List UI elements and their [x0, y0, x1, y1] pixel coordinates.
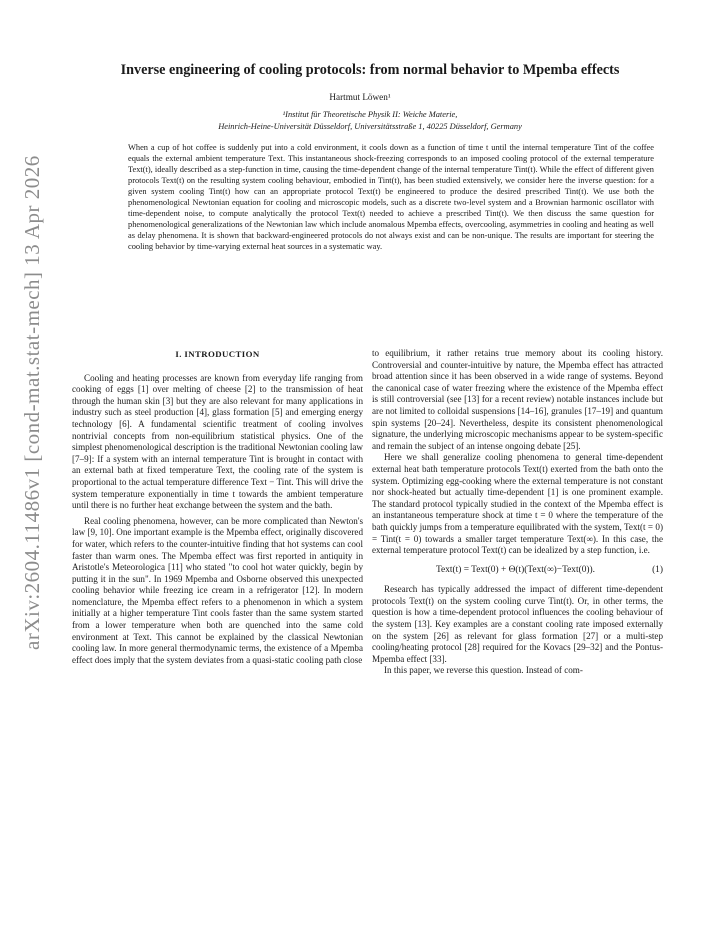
affiliation-line-1: ¹Institut für Theoretische Physik II: Weiche Materie, — [282, 110, 458, 119]
paragraph: Research has typically addressed the impact of different time-dependent protocols Text(t) on the system cooling curve Tint(t). Or, in other terms, the question is how a time-dependent protocol influences the cooling behaviour of the system [13]. Key examples are a constant cooling rate imposed externally on the system [26] as relevant for glass formation [27] or a multi-step cooling/heating protocol [28] required for the Kovacs [29–32] and the Pontus-Mpemba effect [33]. — [372, 584, 663, 664]
section-heading: I. INTRODUCTION — [175, 349, 260, 359]
paragraph: In this paper, we reverse this question. Instead of com- — [384, 665, 583, 676]
equation-number: (1) — [652, 564, 663, 575]
paragraph: Here we shall generalize cooling phenomena to general time-dependent external heat bath temperature protocols Text(t) exerted from the bath onto the system. Optimizing egg-cooking where the external temperature is not constant nor shock-heated but actually time-dependent [1] is one prominent example. The standard protocol typically studied in the context of the Mpemba effect is an instantaneous temperature shock at time t = 0 where the temperature of the bath quickly jumps from a temperature equilibrated with the system, Text(t = 0) = Tint(t = 0) towards a smaller target temperature Text(∞). In this case, the external temperature protocol Text(t) can be idealized by a step function, i.e. — [372, 452, 663, 556]
right-column — [372, 348, 663, 677]
equation-1 — [372, 565, 663, 577]
equation-body: Text(t) = Text(0) + Θ(t)(Text(∞)−Text(0)). — [435, 564, 595, 575]
affiliation — [60, 109, 680, 133]
left-column — [72, 348, 363, 666]
paragraph: to equilibrium, it rather retains true memory about its cooling history. Controversial and counter-intuitive by nature, the Mpemba effect has attracted broad attention since it has been observed in a wide range of systems. Beyond the canonical case of water freezing where the existence of the Mpemba effect is still controversial (see [13] for a recent review) notable instances include but are not limited to colloidal suspensions [14–16], granules [17–19] and quantum spin systems [20–24]. Nevertheless, despite its consistent phenomenological signature, the underlying microscopic mechanisms appear to be system-specific and remain the subject of an intense ongoing debate [25]. — [372, 348, 663, 451]
paper-title: Inverse engineering of cooling protocols: from normal behavior to Mpemba effects — [120, 62, 620, 78]
paragraph: Cooling and heating processes are known from everyday life ranging from cooking of eggs [1] over melting of cheese [2] to the transmission of heat through the human skin [3] but they are also relevant for many applications in industry such as steel production [4], glass formation [5] and emerging energy technology [6]. A fundamental scientific treatment of cooling involves nontrivial concepts from non-equilibrium statistical physics. One of the simplest phenomenological description is the traditional Newtonian cooling law [7–9]: If a system with an internal temperature Tint is brought in contact with an external bath at fixed temperature Text, the cooling rate of the system is proportional to the actual temperature difference Text − Tint. This will drive the system temperature exponentially in time t towards the ambient temperature until there is no further heat exchange between the system and the bath. — [72, 372, 363, 511]
author-name: Hartmut Löwen¹ — [329, 92, 391, 102]
affiliation-line-2: Heinrich-Heine-Universität Düsseldorf, Universitätsstraße 1, 40225 Düsseldorf, Germany — [218, 122, 522, 131]
arxiv-identifier: arXiv:2604.11486v1 [cond-mat.stat-mech] 13 Apr 2026 — [20, 155, 44, 650]
abstract: When a cup of hot coffee is suddenly put into a cold environment, it cools down as a function of time t until the internal temperature Tint of the coffee equals the external ambient temperature Text. This instantaneous shock-freezing corresponds to an imposed cooling protocol of the external temperature Text(t), ideally described as a step-function in time, causing the time-dependent change of the internal temperature Tint(t). While the effect of different given protocols Text(t) on the resulting system cooling behaviour, embodied in Tint(t), has been studied extensively, we consider here the inverse question: for a given system cooling Tint(t) how can an appropriate protocol Text(t) be engineered to produce the desired prescribed Tint(t). We use both the phenomenological Newtonian equation for cooling and microscopic models, such as a discrete two-level system and a Brownian harmonic oscillator with time-dependent noise, to compute analytically the protocol Text(t) needed to achieve a prescribed Tint(t). We then discuss the same question for phenomenological generalizations of the Newtonian law which include anomalous Mpemba effects, overcooling, asymmetries in cooling and heating as well as delay phenomena. It is shown that backward-engineered protocols do not always exist and can be non-unique. The results are important for steering the cooling behavior by time-varying external heat sources in a systematic way. — [128, 143, 654, 252]
paragraph: Real cooling phenomena, however, can be more complicated than Newton's law [9, 10]. One important example is the Mpemba effect, originally discovered for water, which refers to the counter-intuitive finding that hot systems can cool faster than warm ones. The Mpemba effect was first reported in antiquity in Aristotle's Meteorologica [11] who stated "to cool hot water quickly, begin by putting it in the sun". In 1969 Mpemba and Osborne observed this unexpected cooling behavior while freezing ice cream in a refrigerator [12]. In modern nomenclature, the Mpemba effect refers to a phenomenon in which a system initially at a higher temperature Tint cools faster than the same system started from a lower temperature when both are quenched into the same cold environment at Text. This cannot be explained by the classical Newtonian cooling law. In more general thermodynamic terms, the existence of a Mpemba effect does imply that the system deviates from a quasi-static cooling path close — [72, 515, 363, 665]
